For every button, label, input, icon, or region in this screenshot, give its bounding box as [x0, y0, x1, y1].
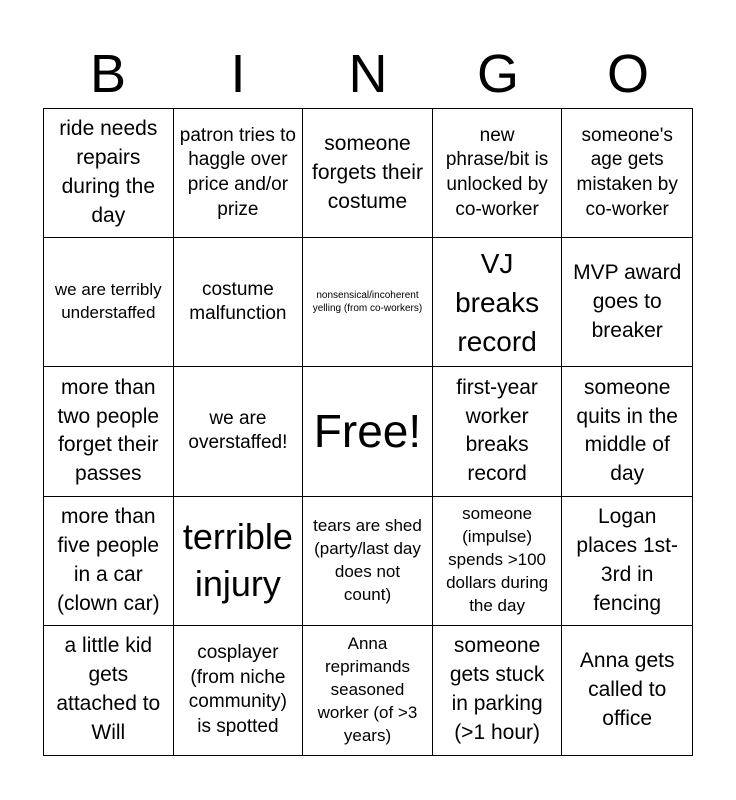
cell-text: ride needs repairs during the day — [59, 117, 158, 228]
bingo-cell[interactable] — [433, 238, 563, 367]
cell-text: cosplayer (from niche community) is spotted — [188, 642, 287, 738]
bingo-cell[interactable] — [174, 626, 304, 755]
bingo-cell[interactable] — [303, 626, 433, 755]
bingo-cell[interactable] — [174, 238, 304, 367]
cell-text: patron tries to haggle over price and/or prize — [179, 124, 296, 220]
cell-text: more than two people forget their passes — [57, 375, 160, 486]
bingo-cell[interactable] — [174, 109, 304, 238]
cell-text: we are overstaffed! — [188, 407, 288, 454]
bingo-cell[interactable] — [433, 626, 563, 755]
cell-text: tears are shed (party/last day does not count) — [313, 515, 422, 604]
cell-text: nonsensical/incoherent yelling (from co-workers) — [312, 289, 423, 315]
bingo-cell[interactable] — [562, 626, 692, 755]
bingo-cell[interactable] — [44, 626, 174, 755]
free-space[interactable] — [303, 367, 433, 496]
cell-text: MVP award goes to breaker — [573, 260, 682, 342]
cell-text: someone's age gets mistaken by co-worker — [576, 124, 678, 220]
bingo-cell[interactable] — [303, 238, 433, 367]
cell-text: Anna gets called to office — [579, 648, 675, 730]
cell-text: VJ breaks record — [455, 247, 540, 357]
cell-text: more than five people in a car (clown car) — [56, 504, 160, 615]
cell-text: someone gets stuck in parking (>1 hour) — [449, 634, 545, 745]
cell-text: Logan places 1st-3rd in fencing — [576, 504, 678, 615]
bingo-cell[interactable] — [562, 109, 692, 238]
cell-text: Anna reprimands seasoned worker (of >3 years) — [317, 634, 418, 745]
cell-text: costume malfunction — [189, 278, 287, 325]
header-letter-g: G — [476, 44, 519, 104]
bingo-cell[interactable] — [303, 497, 433, 626]
bingo-cell[interactable] — [433, 497, 563, 626]
bingo-cell[interactable] — [562, 497, 692, 626]
bingo-header — [43, 40, 693, 108]
bingo-cell[interactable] — [562, 367, 692, 496]
cell-text: first-year worker breaks record — [456, 375, 538, 486]
header-letter-i: I — [230, 44, 246, 104]
cell-text: new phrase/bit is unlocked by co-worker — [445, 124, 549, 220]
bingo-cell[interactable] — [44, 367, 174, 496]
cell-text: terrible injury — [182, 515, 293, 604]
cell-text: someone forgets their costume — [312, 131, 423, 213]
bingo-cell[interactable] — [433, 109, 563, 238]
bingo-cell[interactable] — [562, 238, 692, 367]
header-letter-o: O — [606, 44, 649, 104]
cell-text: someone (impulse) spends >100 dollars during the day — [446, 504, 549, 616]
cell-text: a little kid gets attached to Will — [56, 634, 161, 745]
bingo-cell[interactable] — [433, 367, 563, 496]
cell-text: we are terribly understaffed — [54, 280, 162, 323]
header-letter-b: B — [89, 44, 127, 104]
cell-text: someone quits in the middle of day — [576, 375, 678, 486]
bingo-board — [43, 108, 693, 756]
bingo-cell[interactable] — [303, 109, 433, 238]
bingo-cell[interactable] — [44, 109, 174, 238]
free-space-label: Free! — [313, 405, 422, 458]
bingo-cell[interactable] — [44, 497, 174, 626]
bingo-cell[interactable] — [174, 367, 304, 496]
header-letter-n: N — [348, 44, 388, 104]
bingo-cell[interactable] — [174, 497, 304, 626]
bingo-cell[interactable] — [44, 238, 174, 367]
